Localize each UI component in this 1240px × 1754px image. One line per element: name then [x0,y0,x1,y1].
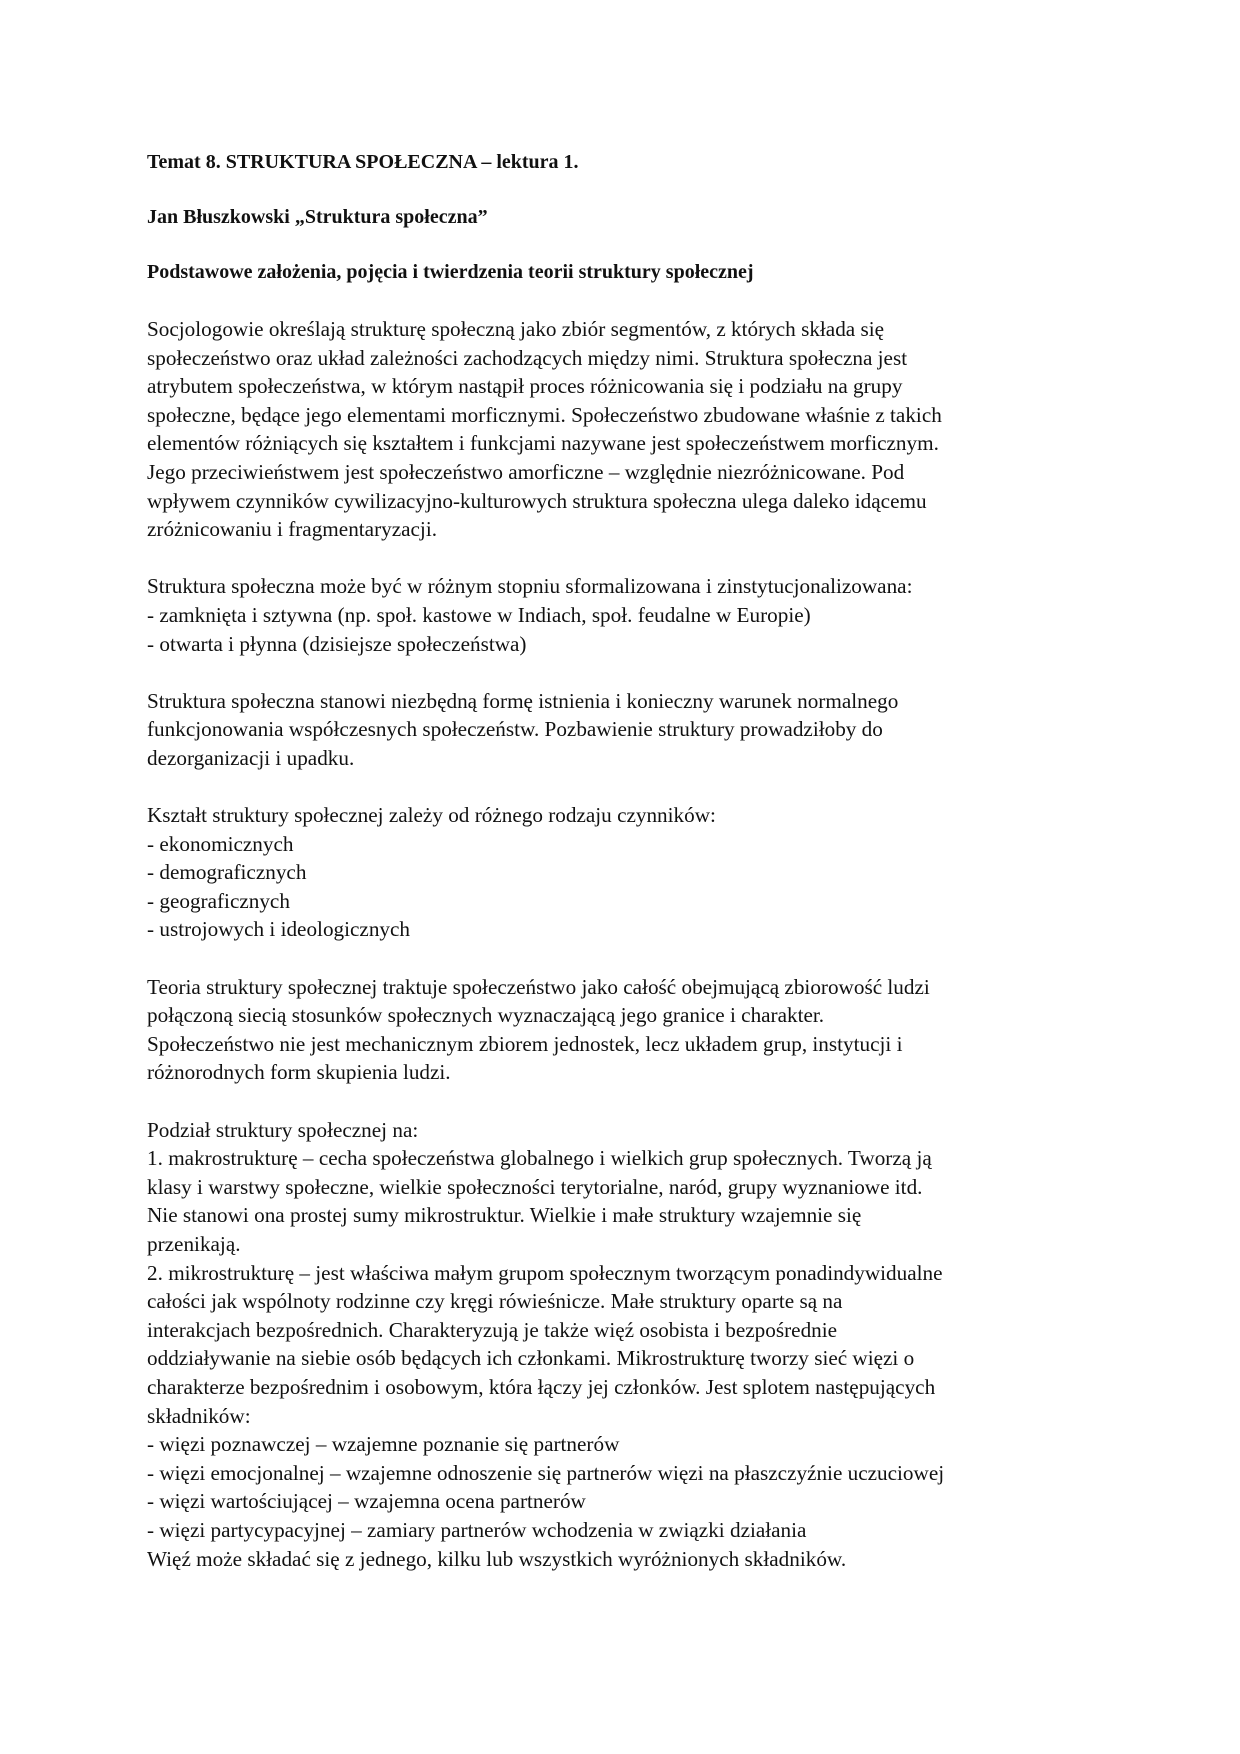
text-line: - więzi wartościującej – wzajemna ocena partnerów [147,1489,586,1514]
text-line: Struktura społeczna może być w różnym stopniu sformalizowana i zinstytucjonalizowana: [147,574,913,599]
text-line: - ekonomicznych [147,831,294,856]
text-line: - otwarta i płynna (dzisiejsze społeczeństwa) [147,631,527,656]
text-line: - więzi partycypacyjnej – zamiary partnerów wchodzenia w związki działania [147,1517,807,1542]
text-line: całości jak wspólnoty rodzinne czy kręgi rówieśnicze. Małe struktury oparte są na [147,1289,843,1314]
text-line: różnorodnych form skupienia ludzi. [147,1060,451,1085]
text-line: składników: [147,1403,251,1428]
text-line: społeczne, będące jego elementami morficznymi. Społeczeństwo zbudowane właśnie z takich [147,402,942,427]
text-line: funkcjonowania współczesnych społeczeństw. Pozbawienie struktury prowadziłoby do [147,717,883,742]
text-line: Socjologowie określają strukturę społeczną jako zbiór segmentów, z których składa się [147,317,885,341]
text-line: 2. mikrostrukturę – jest właściwa małym grupom społecznym tworzącym ponadindywidualne [147,1260,943,1285]
text-line: przenikają. [147,1232,241,1256]
body-text [147,315,1107,1573]
text-line: - zamknięta i sztywna (np. społ. kastowe w Indiach, społ. feudalne w Europie) [147,602,811,627]
text-line: - więzi emocjonalnej – wzajemne odnoszenie się partnerów więzi na płaszczyźnie uczuciowej [147,1460,945,1485]
text-line: Kształt struktury społecznej zależy od różnego rodzaju czynników: [147,803,716,828]
author-heading: Jan Błuszkowski „Struktura społeczna” [147,206,488,228]
paragraph [147,973,1107,1087]
text-line: Jego przeciwieństwem jest społeczeństwo amorficzne – względnie niezróżnicowane. Pod [147,459,905,484]
text-line: dezorganizacji i upadku. [147,745,355,770]
text-line: - ustrojowych i ideologicznych [147,917,411,942]
text-line: - demograficznych [147,860,307,885]
paragraph [147,572,1107,658]
paragraph [147,801,1107,944]
text-line: elementów różniących się kształtem i funkcjami nazywane jest społeczeństwem morficznym. [147,431,939,456]
document-page [147,148,1107,1602]
text-line: klasy i warstwy społeczne, wielkie społeczności terytorialne, naród, grupy wyznaniowe itd. [147,1174,923,1199]
text-line: Nie stanowi ona prostej sumy mikrostruktur. Wielkie i małe struktury wzajemnie się [147,1203,862,1228]
text-line: charakterze bezpośrednim i osobowym, która łączy jej członków. Jest splotem następujących [147,1374,936,1399]
text-line: - geograficznych [147,888,290,913]
text-line: Społeczeństwo nie jest mechanicznym zbiorem jednostek, lecz układem grup, instytucji i [147,1031,903,1056]
text-line: połączoną siecią stosunków społecznych wyznaczającą jego granice i charakter. [147,1003,825,1028]
paragraph [147,687,1107,773]
text-line: zróżnicowaniu i fragmentaryzacji. [147,517,438,542]
text-line: wpływem czynników cywilizacyjno-kulturowych struktura społeczna ulega daleko idącemu [147,488,927,513]
text-line: oddziaływanie na siebie osób będących ich członkami. Mikrostrukturę tworzy sieć więzi o [147,1346,915,1371]
section-heading: Podstawowe założenia, pojęcia i twierdzenia teorii struktury społecznej [147,261,754,283]
topic-heading: Temat 8. STRUKTURA SPOŁECZNA – lektura 1. [147,151,579,173]
text-line: 1. makrostrukturę – cecha społeczeństwa globalnego i wielkich grup społecznych. Tworzą ją [147,1146,932,1171]
text-line: Więź może składać się z jednego, kilku lub wszystkich wyróżnionych składników. [147,1546,847,1571]
paragraph [147,315,1107,544]
paragraph [147,1116,1107,1574]
text-line: Teoria struktury społecznej traktuje społeczeństwo jako całość obejmującą zbiorowość ludzi [147,974,930,999]
text-line: interakcjach bezpośrednich. Charakteryzują je także więź osobista i bezpośrednie [147,1317,838,1342]
text-line: Struktura społeczna stanowi niezbędną formę istnienia i konieczny warunek normalnego [147,688,899,713]
text-line: Podział struktury społecznej na: [147,1117,419,1142]
text-line: - więzi poznawczej – wzajemne poznanie się partnerów [147,1432,620,1457]
text-line: atrybutem społeczeństwa, w którym nastąpił proces różnicowania się i podziału na grupy [147,374,903,399]
text-line: społeczeństwo oraz układ zależności zachodzących między nimi. Struktura społeczna jest [147,345,908,370]
